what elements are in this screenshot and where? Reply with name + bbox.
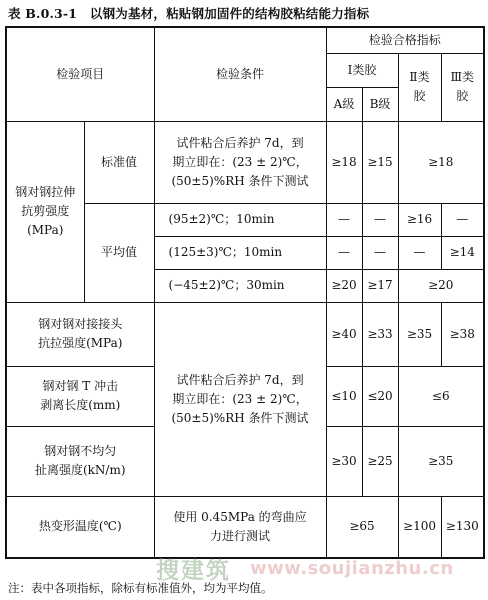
hdt-label: 热变形温度(℃): [6, 496, 154, 558]
shear-avg-95-a: —: [326, 203, 362, 236]
shear-avg-95-b: —: [362, 203, 398, 236]
shear-label: 钢对钢拉伸 抗剪强度 (MPa): [6, 121, 84, 302]
hdt-c3: ≥130: [441, 496, 484, 558]
shear-avg-sub: 平均值: [84, 203, 154, 302]
tpeel-label: 钢对钢 T 冲击 剥离长度(mm): [6, 366, 154, 426]
row-shear-standard: [6, 121, 484, 203]
shear-std-sub: 标准值: [84, 121, 154, 203]
watermark-cn: 搜建筑: [156, 558, 231, 584]
hdt-c2: ≥100: [398, 496, 441, 558]
butt-c3: ≥38: [441, 302, 484, 366]
header-item: 检验项目: [6, 27, 154, 121]
hdt-ab: ≥65: [326, 496, 398, 558]
uneven-label: 钢对钢不均匀 扯离强度(kN/m): [6, 426, 154, 496]
table-title: 表 B.0.3-1 以钢为基材，粘贴钢加固件的结构胶粘结能力指标: [8, 6, 370, 21]
header-grade-a: A级: [326, 87, 362, 121]
shear-avg-125-c3: ≥14: [441, 236, 484, 269]
butt-b: ≥33: [362, 302, 398, 366]
shear-avg-95-condition: (95±2)℃；10min: [154, 203, 326, 236]
tpeel-c23: ≤6: [398, 366, 484, 426]
table-note: 注：表中各项指标，除标有标准值外，均为平均值。: [8, 581, 273, 595]
shear-std-b: ≥15: [362, 121, 398, 203]
uneven-b: ≥25: [362, 426, 398, 496]
watermark-url: www.soujianzhu.cn: [250, 558, 454, 579]
butt-a: ≥40: [326, 302, 362, 366]
header-class2: Ⅱ类 胶: [398, 53, 441, 121]
spec-table: [5, 26, 485, 559]
uneven-c23: ≥35: [398, 426, 484, 496]
shear-std-c23: ≥18: [398, 121, 484, 203]
butt-label: 钢对钢对接接头 抗拉强度(MPa): [6, 302, 154, 366]
shear-avg-m45-c23: ≥20: [398, 269, 484, 302]
tpeel-a: ≤10: [326, 366, 362, 426]
shear-avg-125-c2: —: [398, 236, 441, 269]
header-index: 检验合格指标: [326, 27, 484, 53]
butt-c2: ≥35: [398, 302, 441, 366]
uneven-a: ≥30: [326, 426, 362, 496]
shear-std-condition: 试件粘合后养护 7d，到 期立即在：(23 ± 2)℃， (50±5)%RH 条件下测试: [154, 121, 326, 203]
row-butt-joint: [6, 302, 484, 366]
shear-avg-95-c2: ≥16: [398, 203, 441, 236]
shear-avg-125-condition: (125±3)℃；10min: [154, 236, 326, 269]
shear-avg-m45-a: ≥20: [326, 269, 362, 302]
header-grade-b: B级: [362, 87, 398, 121]
row-hdt: [6, 496, 484, 558]
shear-avg-125-b: —: [362, 236, 398, 269]
hdt-condition: 使用 0.45MPa 的弯曲应 力进行测试: [154, 496, 326, 558]
shear-avg-125-a: —: [326, 236, 362, 269]
tpeel-b: ≤20: [362, 366, 398, 426]
header-class1: Ⅰ类胶: [326, 53, 398, 87]
shear-avg-95-c3: —: [441, 203, 484, 236]
header-condition: 检验条件: [154, 27, 326, 121]
shear-avg-m45-condition: (−45±2)℃；30min: [154, 269, 326, 302]
header-class3: Ⅲ类 胶: [441, 53, 484, 121]
shear-avg-m45-b: ≥17: [362, 269, 398, 302]
shared-condition: 试件粘合后养护 7d，到 期立即在：(23 ± 2)℃， (50±5)%RH 条件下测试: [154, 302, 326, 496]
header-row-1: [6, 27, 484, 53]
shear-std-a: ≥18: [326, 121, 362, 203]
